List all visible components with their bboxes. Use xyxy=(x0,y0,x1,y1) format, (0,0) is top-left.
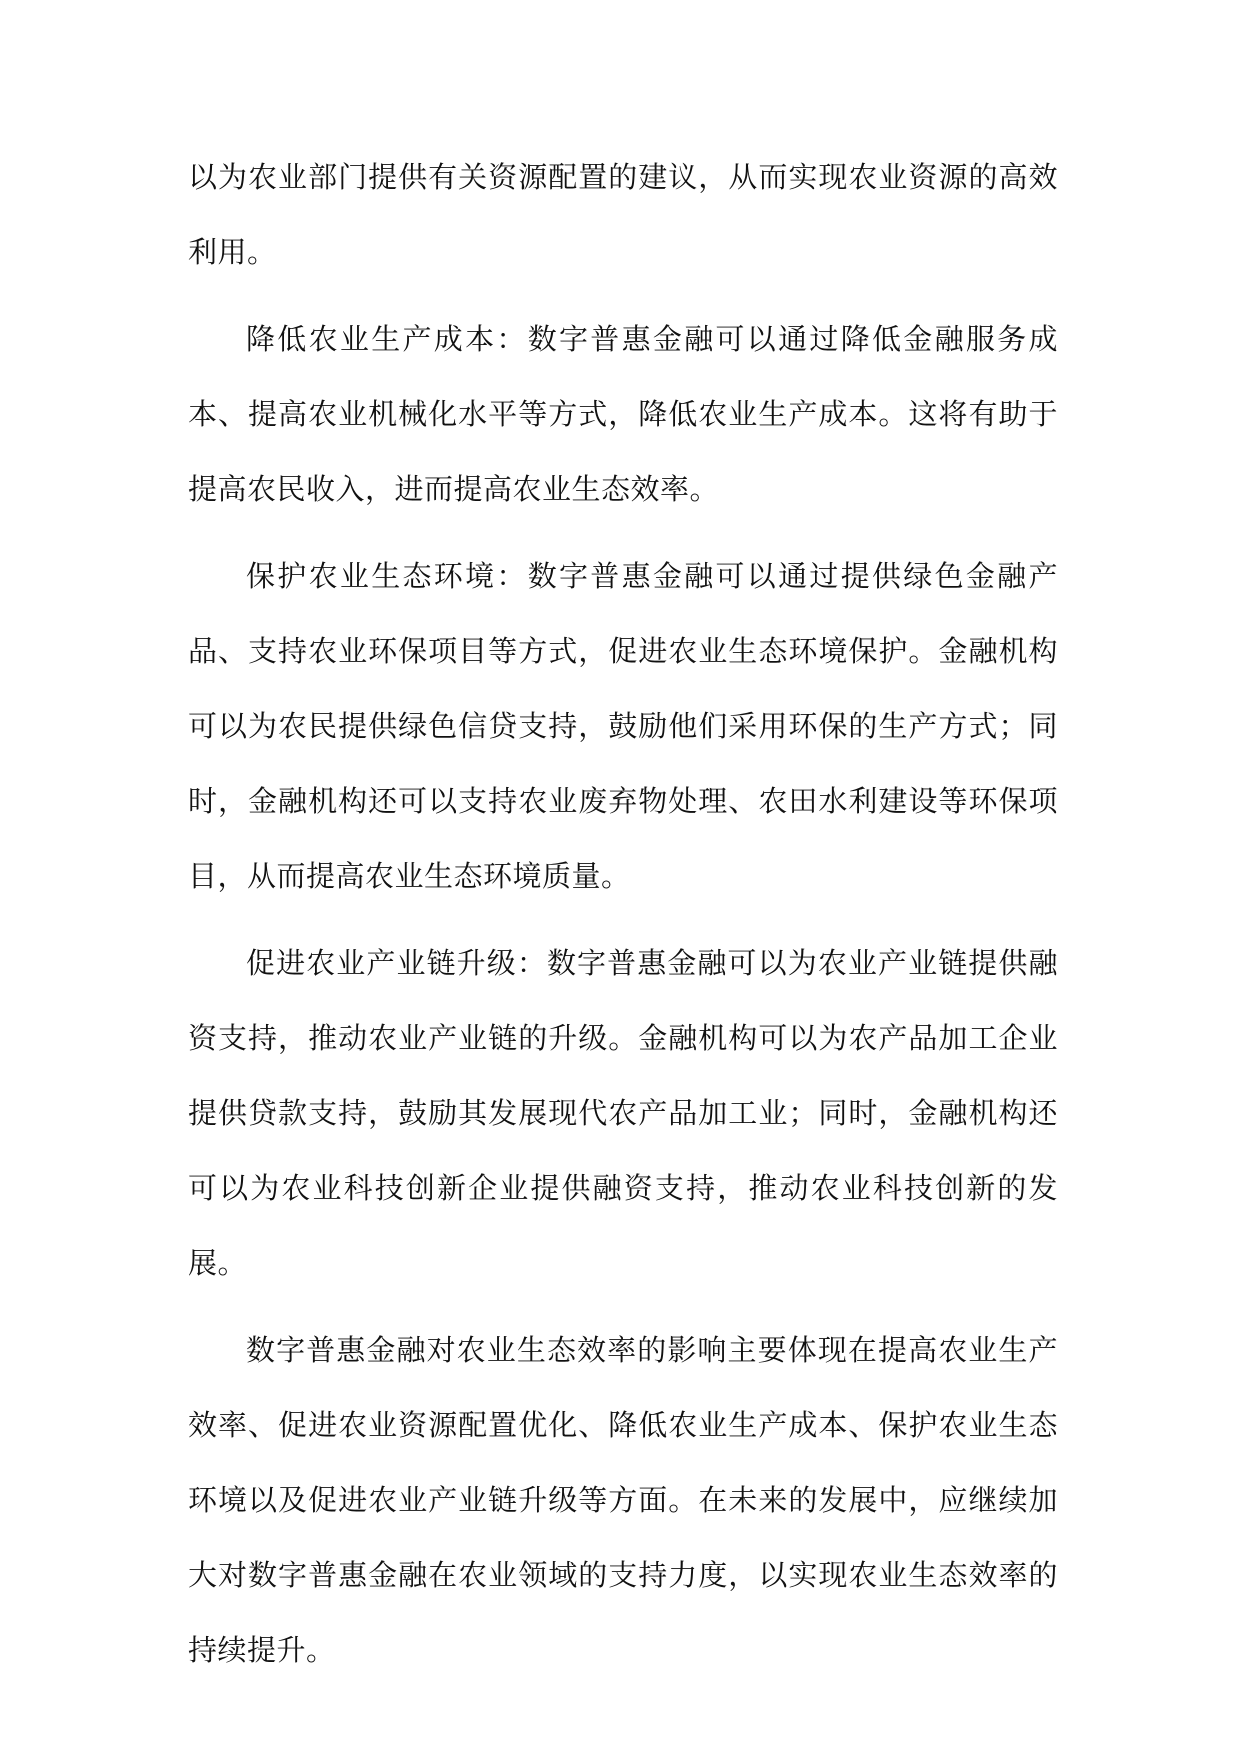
paragraph-reduce-costs: 降低农业生产成本：数字普惠金融可以通过降低金融服务成本、提高农业机械化水平等方式，降低农业生产成本。这将有助于提高农民收入，进而提高农业生态效率。 xyxy=(188,322,1058,506)
paragraph-industry-chain: 促进农业产业链升级：数字普惠金融可以为农业产业链提供融资支持，推动农业产业链的升级。金融机构可以为农产品加工企业提供贷款支持，鼓励其发展现代农产品加工业；同时，金融机构还可以为农业科技创新企业提供融资支持，推动农业科技创新的发展。 xyxy=(188,946,1058,1280)
paragraph-protect-environment: 保护农业生态环境：数字普惠金融可以通过提供绿色金融产品、支持农业环保项目等方式，促进农业生态环境保护。金融机构可以为农民提供绿色信贷支持，鼓励他们采用环保的生产方式；同时，金融机构还可以支持农业废弃物处理、农田水利建设等环保项目，从而提高农业生态环境质量。 xyxy=(188,559,1058,893)
body-text xyxy=(188,140,1058,1700)
paragraph-continuation: 以为农业部门提供有关资源配置的建议，从而实现农业资源的高效利用。 xyxy=(188,160,1058,269)
paragraph-conclusion: 数字普惠金融对农业生态效率的影响主要体现在提高农业生产效率、促进农业资源配置优化、降低农业生产成本、保护农业生态环境以及促进农业产业链升级等方面。在未来的发展中，应继续加大对数字普惠金融在农业领域的支持力度，以实现农业生态效率的持续提升。 xyxy=(188,1333,1058,1667)
